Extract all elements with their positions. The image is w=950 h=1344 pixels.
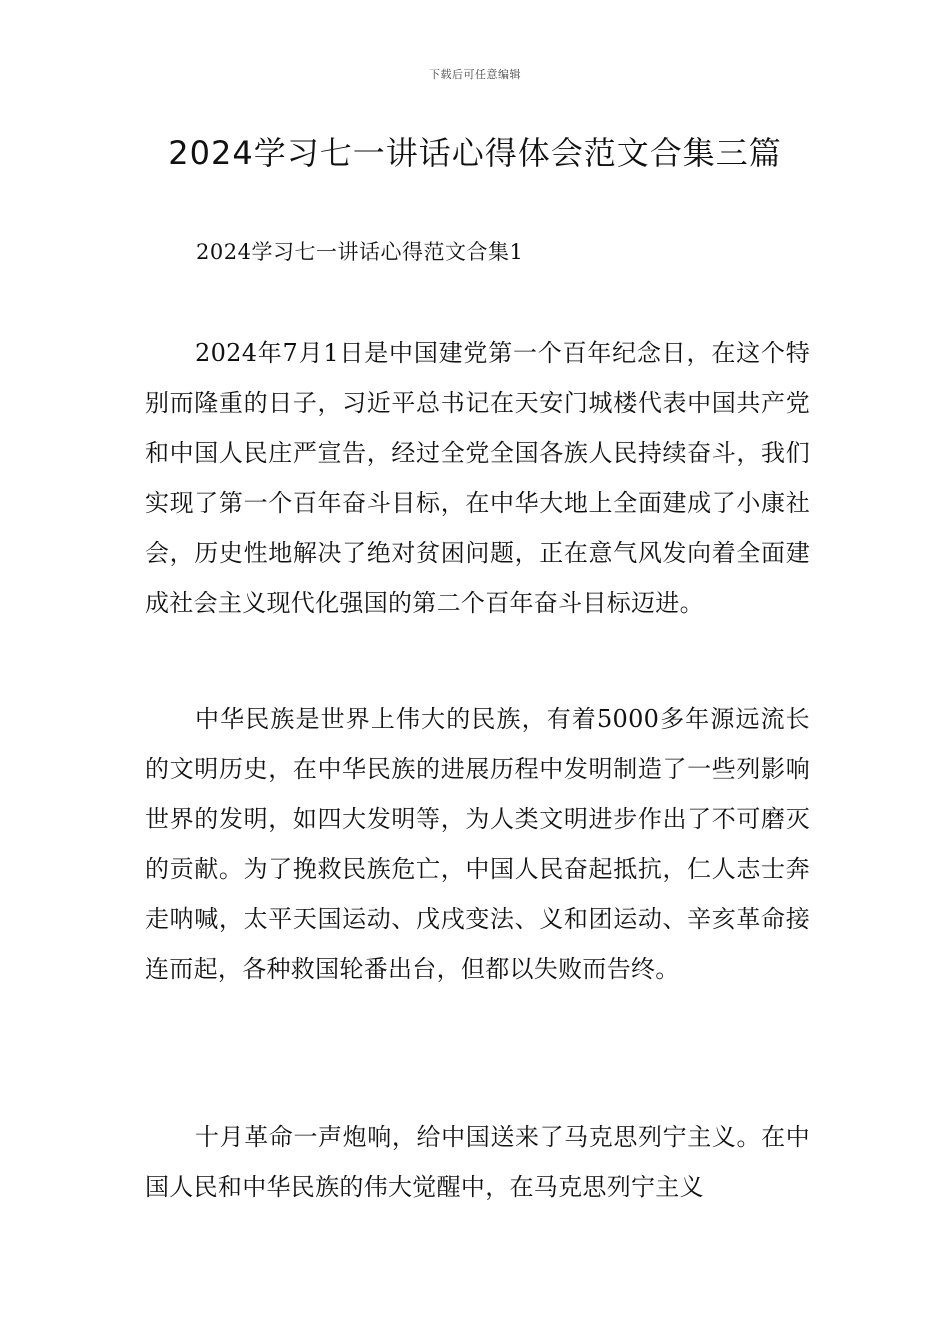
header-note: 下载后可任意编辑 (429, 68, 521, 81)
document-title: 2024学习七一讲话心得体会范文合集三篇 (168, 134, 782, 172)
paragraph: 中华民族是世界上伟大的民族，有着5000多年源远流长的文明历史，在中华民族的进展历程中发明制造了一些列影响世界的发明，如四大发明等，为人类文明进步作出了不可磨灭的贡献。为了挽救民族危亡，中国人民奋起抵抗，仁人志士奔走呐喊，太平天国运动、戊戌变法、义和团运动、辛亥革命接连而起，各种救国轮番出台，但都以失败而告终。 (145, 705, 810, 983)
paragraph: 十月革命一声炮响，给中国送来了马克思列宁主义。在中国人民和中华民族的伟大觉醒中，在马克思列宁主义 (145, 1123, 810, 1201)
paragraph: 2024年7月1日是中国建党第一个百年纪念日，在这个特别而隆重的日子，习近平总书记在天安门城楼代表中国共产党和中国人民庄严宣告，经过全党全国各族人民持续奋斗，我们实现了第一个百年奋斗目标，在中华大地上全面建成了小康社会，历史性地解决了绝对贫困问题，正在意气风发向着全面建成社会主义现代化强国的第二个百年奋斗目标迈进。 (145, 339, 810, 617)
section-subtitle: 2024学习七一讲话心得范文合集1 (196, 240, 524, 264)
